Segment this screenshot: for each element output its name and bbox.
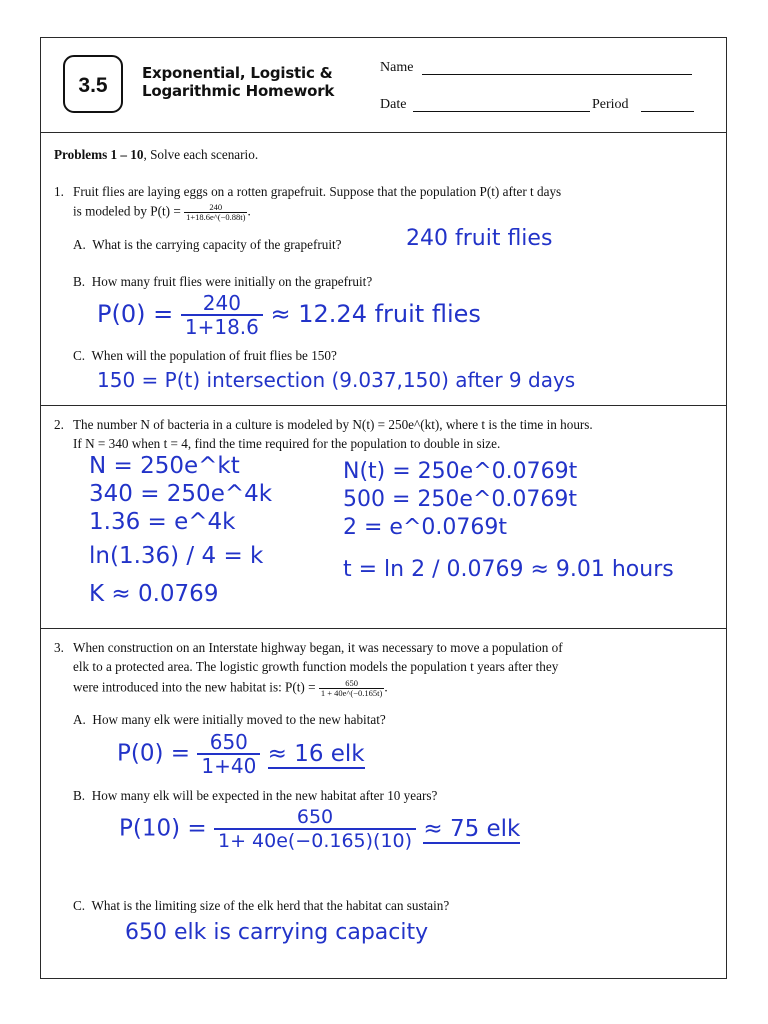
- p3-qb-work: [119, 806, 520, 852]
- p3-qc: [73, 898, 449, 914]
- date-field[interactable]: [413, 111, 590, 112]
- p2-right-line: t = ln 2 / 0.0769 ≈ 9.01 hours: [343, 557, 674, 582]
- p1-number: 1.: [54, 184, 64, 199]
- p3-line3-prefix: were introduced into the new habitat is: P(t) =: [73, 679, 316, 695]
- p3-qb-result: ≈ 75 elk: [423, 815, 521, 842]
- divider-1: [41, 405, 726, 406]
- p1-qc-text: When will the population of fruit flies be 150?: [91, 348, 337, 363]
- p3-qa-text: How many elk were initially moved to the new habitat?: [92, 712, 386, 727]
- divider-2: [41, 628, 726, 629]
- p1-qb-den: 1+18.6: [184, 315, 259, 339]
- date-label: Date: [380, 97, 407, 112]
- p3-qb-text: How many elk will be expected in the new habitat after 10 years?: [91, 788, 438, 803]
- title-line-1: Exponential, Logistic &: [142, 64, 333, 82]
- p3-qb-den: 1+ 40e(−0.165)(10): [217, 830, 413, 852]
- p1-qa: [73, 237, 342, 253]
- worksheet-title: [142, 64, 334, 100]
- p2-work-left: [89, 452, 272, 608]
- p3-formula: [319, 679, 385, 698]
- p3-line3: were introduced into the new habitat is: P(t) = $\frac{650}{1 + 40e\^{}(-0.165t)}$ .: [73, 678, 388, 698]
- p1-qb-work: [97, 292, 481, 338]
- name-field[interactable]: [422, 74, 692, 75]
- p1-qa-answer: 240 fruit flies: [406, 226, 553, 251]
- p1-qc: [73, 348, 337, 364]
- p3-qb: [73, 788, 437, 804]
- p1-qb-text: How many fruit flies were initially on the grapefruit?: [91, 274, 373, 289]
- intro-bold: Problems 1 – 10: [54, 147, 144, 162]
- p3-qa-result: ≈ 16 elk: [267, 740, 365, 767]
- p1-qa-text: What is the carrying capacity of the grapefruit?: [92, 237, 342, 252]
- p3-line2: elk to a protected area. The logistic growth function models the population t years after they: [73, 659, 559, 674]
- p1-line1: Fruit flies are laying eggs on a rotten grapefruit. Suppose that the population P(t) after t days: [73, 184, 562, 199]
- p1-formula-num: 240: [184, 203, 247, 213]
- p1-line2-prefix: is modeled by P(t) =: [73, 203, 181, 219]
- intro-rest: , Solve each scenario.: [143, 147, 259, 162]
- p2-number: 2.: [54, 417, 64, 432]
- name-label: Name: [380, 60, 414, 75]
- p3-qc-label: C.: [73, 898, 86, 913]
- p3-qa-label: A.: [73, 712, 86, 727]
- p1-line2: is modeled by P(t) = $\frac{240}{1+18.6e\^{}(-0.88t)}$ .: [73, 202, 251, 222]
- p1-qa-label: A.: [73, 237, 86, 252]
- p3-qb-label: B.: [73, 788, 86, 803]
- p2-left-line: 340 = 250e^4k: [89, 481, 273, 507]
- period-field[interactable]: [641, 111, 694, 112]
- p3-formula-num: 650: [319, 679, 385, 689]
- p2-right-line: 2 = e^0.0769t: [343, 515, 507, 540]
- p2-left-line: ln(1.36) / 4 = k: [89, 543, 264, 569]
- p1-qb-fraction: [181, 292, 263, 338]
- p1-qc-label: C.: [73, 348, 86, 363]
- p2-left-line: 1.36 = e^4k: [89, 509, 236, 535]
- p3-qa-num: 650: [197, 731, 260, 755]
- p3-qb-fraction: [214, 806, 416, 852]
- p2-right-line: 500 = 250e^0.0769t: [343, 487, 577, 512]
- worksheet-header: [41, 38, 726, 133]
- p1-qb: [73, 274, 372, 290]
- p1-qb-num: 240: [181, 292, 263, 316]
- p3-qa: [73, 712, 386, 728]
- p3-qb-num: 650: [214, 806, 416, 830]
- p3-qa-lhs: P(0) =: [117, 740, 191, 767]
- p2-right-line: N(t) = 250e^0.0769t: [343, 459, 578, 484]
- worksheet: [40, 37, 727, 979]
- p2-line2: If N = 340 when t = 4, find the time required for the population to double in size.: [73, 436, 501, 451]
- title-line-2: Logarithmic Homework: [142, 82, 335, 100]
- section-badge: 3.5: [63, 55, 123, 113]
- p3-qa-work: [117, 731, 365, 777]
- p2-left-line: K ≈ 0.0769: [89, 581, 219, 607]
- p2-left-line: N = 250e^kt: [89, 453, 240, 479]
- intro-line: [54, 147, 258, 163]
- p3-qb-lhs: P(10) =: [119, 815, 207, 842]
- p1-qc-answer: 150 = P(t) intersection (9.037,150) after 9 days: [97, 368, 576, 392]
- p2-line1: The number N of bacteria in a culture is modeled by N(t) = 250e^(kt), where t is the time in hours.: [73, 417, 593, 432]
- p3-qa-den: 1+40: [201, 754, 257, 778]
- p3-qc-text: What is the limiting size of the elk herd that the habitat can sustain?: [91, 898, 450, 913]
- p3-formula-den: 1 + 40e^(−0.165t): [320, 688, 383, 698]
- p3-line1: When construction on an Interstate highway began, it was necessary to move a population of: [73, 640, 563, 655]
- p3-number: 3.: [54, 640, 64, 655]
- p2-work-right: [343, 458, 674, 584]
- p1-formula: [184, 203, 247, 222]
- p1-qb-label: B.: [73, 274, 86, 289]
- p3-qa-fraction: [197, 731, 260, 777]
- p1-qb-lhs: P(0) =: [97, 300, 174, 328]
- p1-qb-result: ≈ 12.24 fruit flies: [270, 300, 481, 328]
- p3-qc-answer: 650 elk is carrying capacity: [125, 920, 429, 945]
- p1-formula-den: 1+18.6e^(−0.88t): [186, 212, 246, 222]
- period-label: Period: [592, 97, 629, 112]
